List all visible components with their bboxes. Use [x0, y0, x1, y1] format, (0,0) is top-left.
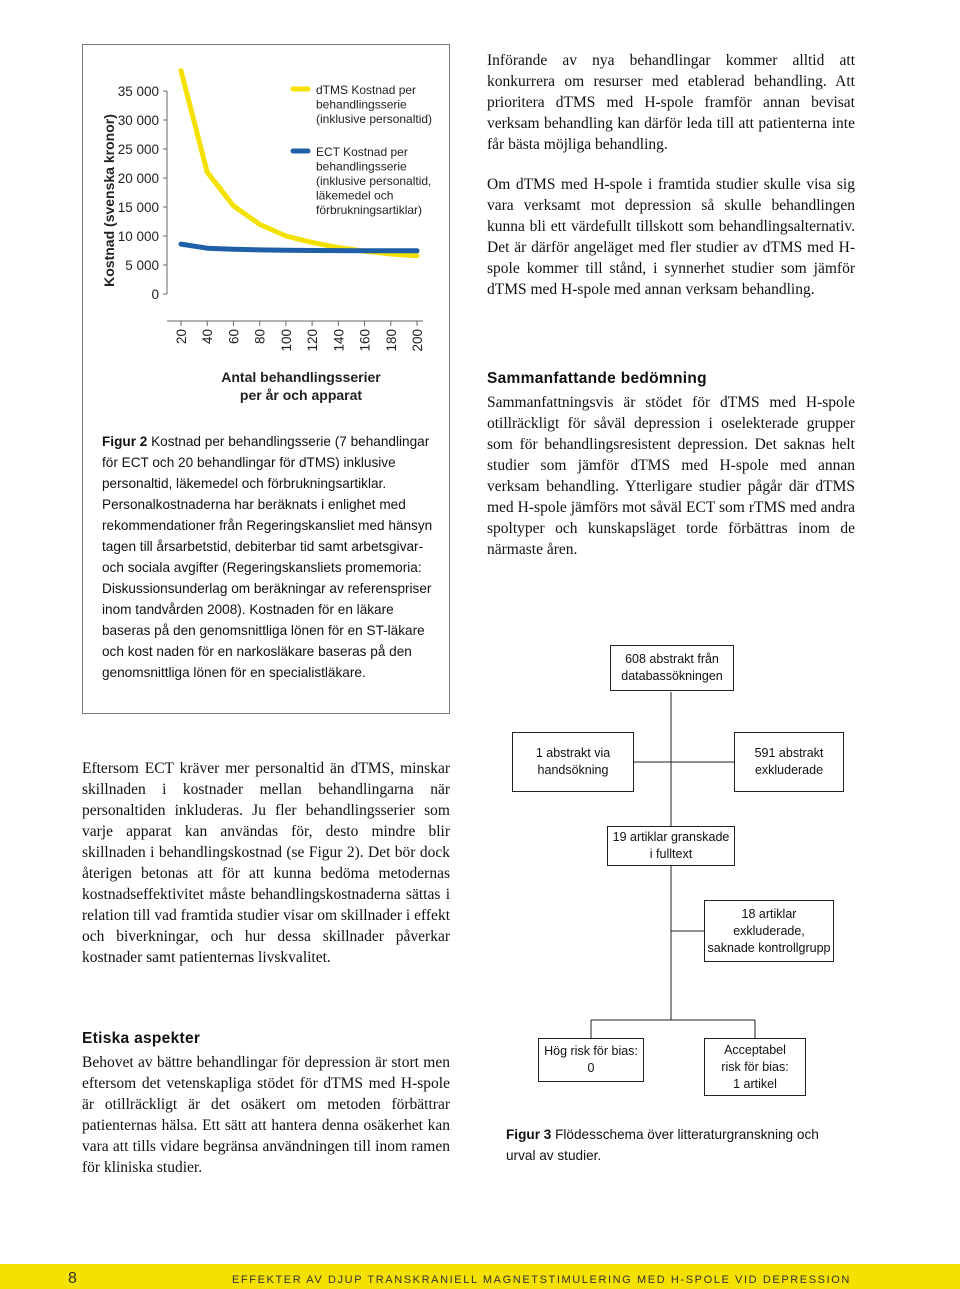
cost-discussion-text: Eftersom ECT kräver mer personaltid än dTMS, minskar skillnaden i kostnader mellan behandlingarna när personaltiden inkluderas. Ju fler behandlingsserier som varje apparat kan användas för, desto mindre blir skillnaden i behandlingskostnad (se Figur 2). Det bör dock återigen betonas att för att kunna bedöma metodernas kostnadseffektivitet måste behandlingskostnaderna sättas i relation till vad framtida studier visar om skillnader i effekt och biverkningar, och hur dessa skillnader påverkar kostnader samt patienternas livskvalitet.	[82, 760, 450, 966]
x-tick-label: 120	[305, 329, 321, 352]
x-tick-label: 40	[200, 329, 216, 345]
right-top-text	[487, 50, 855, 300]
cost-line-chart	[83, 45, 451, 425]
legend-dtms-label: behandlingsserie	[316, 97, 407, 112]
y-tick-label: 5 000	[125, 258, 159, 273]
y-tick-label: 20 000	[117, 171, 159, 186]
x-tick-label: 80	[252, 329, 268, 345]
y-axis-label: Kostnad (svenska kronor)	[101, 114, 117, 287]
figure-2-box	[82, 44, 450, 714]
x-tick-label: 60	[226, 329, 242, 345]
flow-box-excluded-591: 591 abstrakt exkluderade	[734, 732, 844, 792]
summary-heading: Sammanfattande bedömning	[487, 370, 707, 387]
summary-section	[487, 370, 855, 560]
figure-3-label: Figur 3	[506, 1127, 552, 1142]
x-axis-label: Antal behandlingsserier	[221, 369, 381, 385]
legend-dtms-label: (inklusive personaltid)	[316, 112, 433, 126]
flow-box-fulltext: 19 artiklar granskade i fulltext	[607, 826, 735, 866]
flow-box-high-bias: Hög risk för bias: 0	[538, 1038, 644, 1082]
y-tick-label: 15 000	[117, 200, 159, 215]
x-tick-label: 20	[174, 329, 189, 345]
flow-box-excluded-18: 18 artiklar exkluderade, saknade kontrollgrupp	[704, 900, 834, 962]
legend-ect-label: läkemedel och	[316, 188, 394, 203]
ethics-heading: Etiska aspekter	[82, 1030, 201, 1047]
figure-2-caption-text: Kostnad per behandlingsserie (7 behandlingar för ECT och 20 behandlingar för dTMS) inklusive personaltid, läkemedel och förbrukningsartiklar. Personalkostnaderna har beräknats i enlighet med rekommendationer från Regeringskansliet med hänsyn tagen till årsarbetstid, debiterbar tid samt arbetsgivar- och sociala avgifter (Regeringskansliets promemoria: Diskussionsunderlag om beräkningar av referenspriser inom tandvården 2008). Kostnaden för en läkare baseras på den genomsnittliga lönen för en ST-läkare och kost naden för en narkosläkare baseras på den genomsnittliga lönen för en specialistläkare.	[102, 434, 433, 680]
flow-box-handsearch: 1 abstrakt via handsökning	[512, 732, 634, 792]
legend-dtms-label: dTMS Kostnad per	[316, 83, 417, 97]
legend-ect-label: ECT Kostnad per	[316, 145, 408, 159]
ethics-section	[82, 1030, 450, 1178]
right-paragraph-2: Om dTMS med H-spole i framtida studier skulle visa sig vara verksamt mot depression så skulle behandlingen kunna bli ett värdefullt tillskott som behandlingsalternativ. Det är därför angeläget med fler studier av dTMS med H-spole kommer till stånd, i synnerhet studier som jämför dTMS med H-spole med annan verksam behandling.	[487, 176, 855, 298]
right-paragraph-1: Införande av nya behandlingar kommer alltid att konkurrera om resurser med etablerad behandling. Att prioritera dTMS med H-spole framför annan bevisat verksam behandling kan därför leda till att patienterna inte får bästa möjliga behandling.	[487, 52, 855, 153]
figure-3-caption	[506, 1124, 836, 1166]
footer-title: EFFEKTER AV DJUP TRANSKRANIELL MAGNETSTIMULERING MED H-SPOLE VID DEPRESSION	[232, 1274, 851, 1286]
legend-ect-label: (inklusive personaltid,	[316, 174, 432, 188]
y-tick-label: 30 000	[117, 113, 159, 128]
flow-box-database: 608 abstrakt från databassökningen	[610, 645, 734, 691]
flow-box-acceptable-bias: Acceptabel risk för bias: 1 artikel	[704, 1038, 806, 1096]
ect-series-line	[181, 244, 417, 251]
y-tick-label: 0	[151, 287, 159, 302]
legend-ect-label: förbrukningsartiklar)	[316, 203, 423, 217]
page-number: 8	[68, 1270, 77, 1287]
ethics-text: Behovet av bättre behandlingar för depression är stort men eftersom det vetenskapliga stödet för dTMS med H-spole är otillräckligt är det osäkert om metoden förbättrar patienternas hälsa. Ett sätt att hantera denna osäkerhet kan vara att tills vidare begränsa användningen till inom ramen för kliniska studier.	[82, 1054, 450, 1176]
x-tick-label: 200	[410, 329, 425, 352]
legend-ect-label: behandlingsserie	[316, 159, 407, 174]
y-tick-label: 35 000	[117, 84, 159, 99]
figure-3-caption-text: Flödesschema över litteraturgranskning och urval av studier.	[506, 1127, 819, 1163]
y-tick-label: 25 000	[117, 142, 159, 157]
summary-text: Sammanfattningsvis är stödet för dTMS med H-spole otillräckligt för såväl depression i oselekterade grupper som för behandlingsresistent depression. Det saknas helt studier som jämför dTMS med H-spole med annan verksam behandling. Ytterligare studier pågår där dTMS med H-spole jämförs mot såväl ECT som rTMS med andra spoltyper och kunskapsläget torde förbättras inom de närmaste åren.	[487, 394, 855, 558]
x-tick-label: 180	[383, 329, 399, 352]
figure-2-caption	[102, 431, 437, 683]
y-tick-label: 10 000	[117, 229, 159, 244]
x-axis-label: per år och apparat	[239, 387, 363, 403]
figure-2-label: Figur 2	[102, 434, 148, 449]
x-tick-label: 140	[331, 329, 347, 352]
x-tick-label: 100	[278, 329, 294, 352]
x-tick-label: 160	[357, 329, 373, 352]
